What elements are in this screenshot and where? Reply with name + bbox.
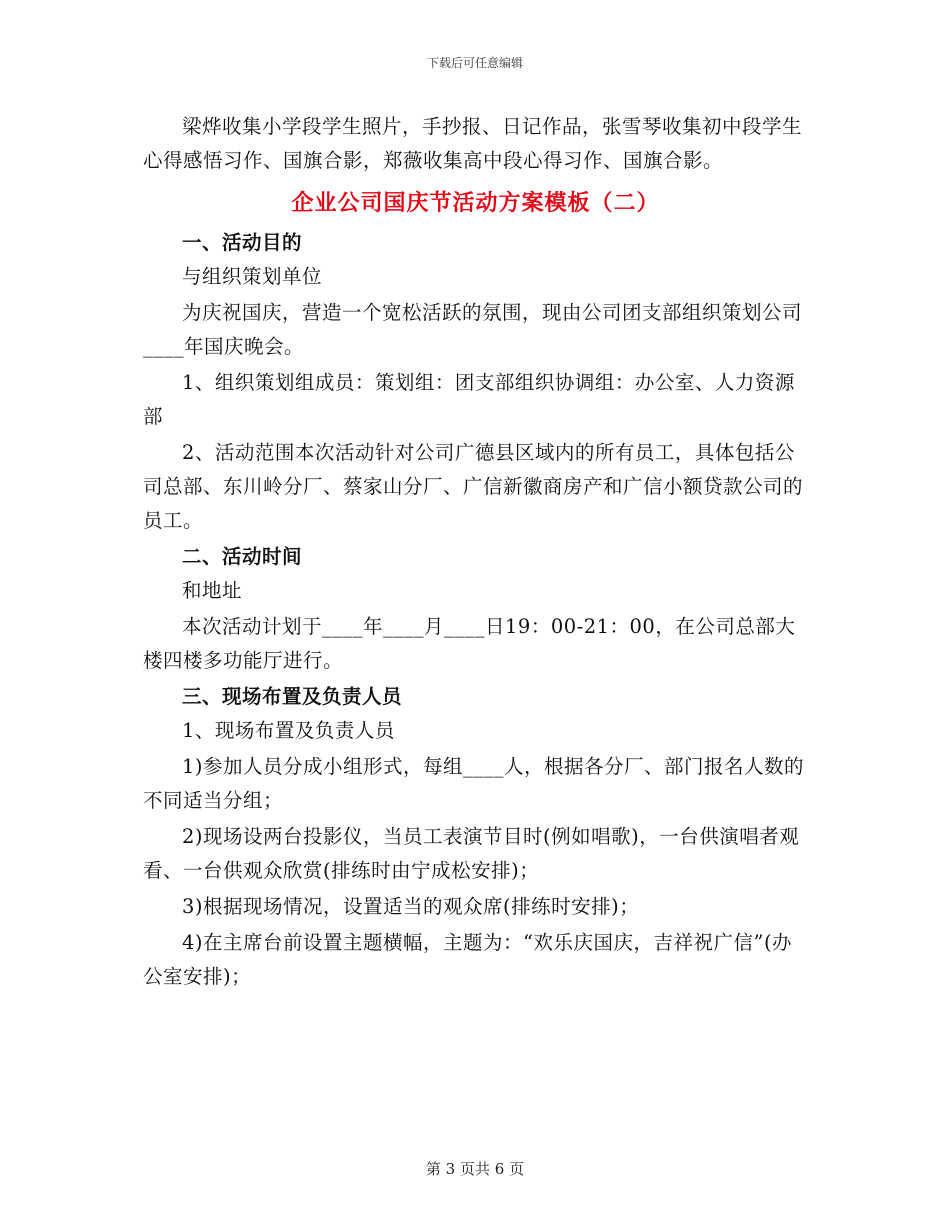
paragraph: 与组织策划单位: [182, 265, 323, 288]
paragraph: 和地址: [182, 579, 243, 602]
paragraph: 3)根据现场情况，设置适当的观众席(排练时安排)；: [182, 895, 640, 918]
heading: 一、活动目的: [182, 231, 303, 254]
paragraph: 4)在主席台前设置主题横幅，主题为：“欢乐庆国庆，吉祥祝广信”(办公室安排)；: [143, 931, 793, 988]
paragraph: 2、活动范围本次活动针对公司广德县区域内的所有员工，具体包括公司总部、东川岭分厂、蔡家山分厂、广信新徽商房产和广信小额贷款公司的员工。: [143, 441, 804, 532]
heading: 二、活动时间: [182, 545, 303, 568]
document-body: [143, 110, 808, 994]
page-header: 下载后可任意编辑: [426, 56, 523, 70]
paragraph: 本次活动计划于____年____月____日19：00-21：00，在公司总部大楼四楼多功能厅进行。: [143, 615, 796, 672]
paragraph: 1、组织策划组成员：策划组：团支部组织协调组：办公室、人力资源部: [143, 371, 795, 428]
paragraph: 为庆祝国庆，营造一个宽松活跃的氛围，现由公司团支部组织策划公司____年国庆晚会。: [143, 301, 803, 358]
section-title: 企业公司国庆节活动方案模板（二）: [291, 190, 660, 216]
paragraph: 1、现场布置及负责人员: [182, 719, 395, 742]
paragraph: 2)现场设两台投影仪，当员工表演节目时(例如唱歌)，一台供演唱者观看、一台供观众欣赏(排练时由宁成松安排)；: [143, 825, 800, 882]
heading: 三、现场布置及负责人员: [182, 685, 403, 708]
paragraph: 1)参加人员分成小组形式，每组____人，根据各分厂、部门报名人数的不同适当分组；: [143, 755, 805, 812]
paragraph: 梁烨收集小学段学生照片，手抄报、日记作品，张雪琴收集初中段学生心得感悟习作、国旗合影，郑薇收集高中段心得习作、国旗合影。: [143, 115, 803, 172]
page-footer: 第 3 页共 6 页: [425, 1160, 525, 1178]
